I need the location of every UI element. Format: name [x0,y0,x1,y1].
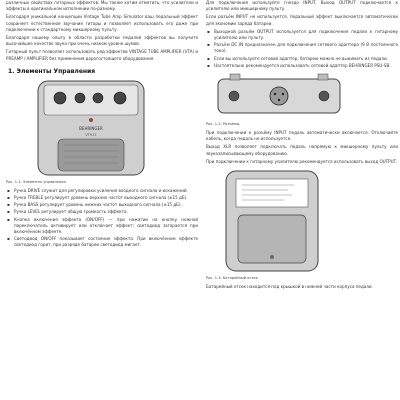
output-jack[interactable] [319,91,329,101]
body-paragraph: При подключении к разъёму INPUT педаль автоматически включается. Отключайте кабель, когда педаль не используется. [206,130,398,142]
figure-caption: Рис. 1.2: Разъёмы [206,122,240,127]
figure-caption: Рис. 1.1: Элементы управления [6,179,66,184]
figure-caption: Рис. 1.3: Батарейный отсек [206,276,258,281]
drive-knob[interactable] [54,92,66,104]
xlr-output-connector[interactable] [270,87,288,105]
input-jack[interactable] [229,91,239,101]
intro-paragraph: различных свойствах гитарных эффектов. Мы также хотим отметить, что усилители и эффекты в оригинальном исполнении по-разному. [6,0,198,12]
bass-knob[interactable] [93,93,103,103]
list-item: ▪ Разъём DC IN предназначен для подключения сетевого адаптера (9 В постоянного тока). [214,42,398,54]
battery-compartment-figure [224,169,320,273]
intro-paragraph: Если разъём INPUT не используется, педальный эффект выключается автоматически для экономии заряда батареи. [206,14,398,26]
list-item: ▪ Кнопка включения эффекта (ON/OFF) — при нажатии на кнопку ножной переключатель активирует или отключает эффект; светодиод загорается при включённом эффекте. [14,217,198,236]
intro-paragraph: Благодаря уникальной концепции Vintage Tube Amp Simulator ваш педальный эффект сохраняет естественное звучание гитары и позволяет использовать его даже при подключении к стандартному микшерному пульту. [6,14,198,32]
list-item: ▪ Светодиод ON/OFF показывает состояние эффекта. При включённом эффекте светодиод горит, при разряде батареи светодиод мигает. [14,236,198,248]
brand-logo: BEHRINGER [79,125,103,131]
section-heading: 1. Элементы Управления [8,67,96,75]
screw-icon [270,255,274,259]
pedal-connectors-figure [214,73,344,119]
list-item: ▪ Если вы используете сетевой адаптер, батарею можно не вынимать из педали. [214,56,398,62]
list-item: ▪ Ручка LEVEL регулирует общую громкость эффекта. [14,209,198,215]
right-column [206,0,398,292]
model-name: VT911 [85,132,97,137]
footer-paragraph: Батарейный отсек находится под крышкой в нижней части корпуса педали. [206,284,373,290]
on-off-led-icon [89,118,93,122]
footswitch-pad[interactable] [58,139,124,171]
connections-list [206,29,398,69]
intro-paragraph: Гитарный пульт позволяет использовать ряд эффектов VINTAGE TUBE AMPLIFIER (VTA) и PREAMP / AMPLIFIER без применения дорогостоящего оборудования. [6,49,198,61]
left-column [6,0,198,250]
list-item: ▪ Настоятельно рекомендуется использовать сетевой адаптер BEHRINGER PSU-SB. [214,63,398,69]
body-paragraph: Выход XLR позволяет подключать педаль напрямую к микшерному пульту или звукозаписывающему оборудованию. [206,144,398,156]
list-item: ▪ Ручка BASS регулирует уровень нижних частот выходного сигнала (±15 дБ). [14,202,198,208]
intro-paragraph: Для подключения используйте гнездо INPUT. Выход OUTPUT подключается к усилителю или микшерному пульту. [206,0,398,12]
treble-knob[interactable] [75,93,85,103]
list-item: ▪ Выходной разъём OUTPUT используется для подключения педали к гитарному усилителю или пульту. [214,29,398,41]
body-paragraph: При подключении к гитарному усилителю рекомендуется использовать выход OUTPUT. [206,158,397,164]
level-knob[interactable] [114,92,126,104]
list-item: ▪ Ручка DRIVE служит для регулировки усиления входного сигнала и искажений. [14,188,198,194]
controls-list [6,188,198,249]
list-item: ▪ Ручка TREBLE регулирует уровень верхних частот выходного сигнала (±15 дБ). [14,195,198,201]
pedal-controls-figure [36,79,146,177]
intro-paragraph: Благодаря нашему опыту в области разработки педалей эффектов вы получите высочайшее качество звука при очень низком уровне шумов. [6,35,198,47]
